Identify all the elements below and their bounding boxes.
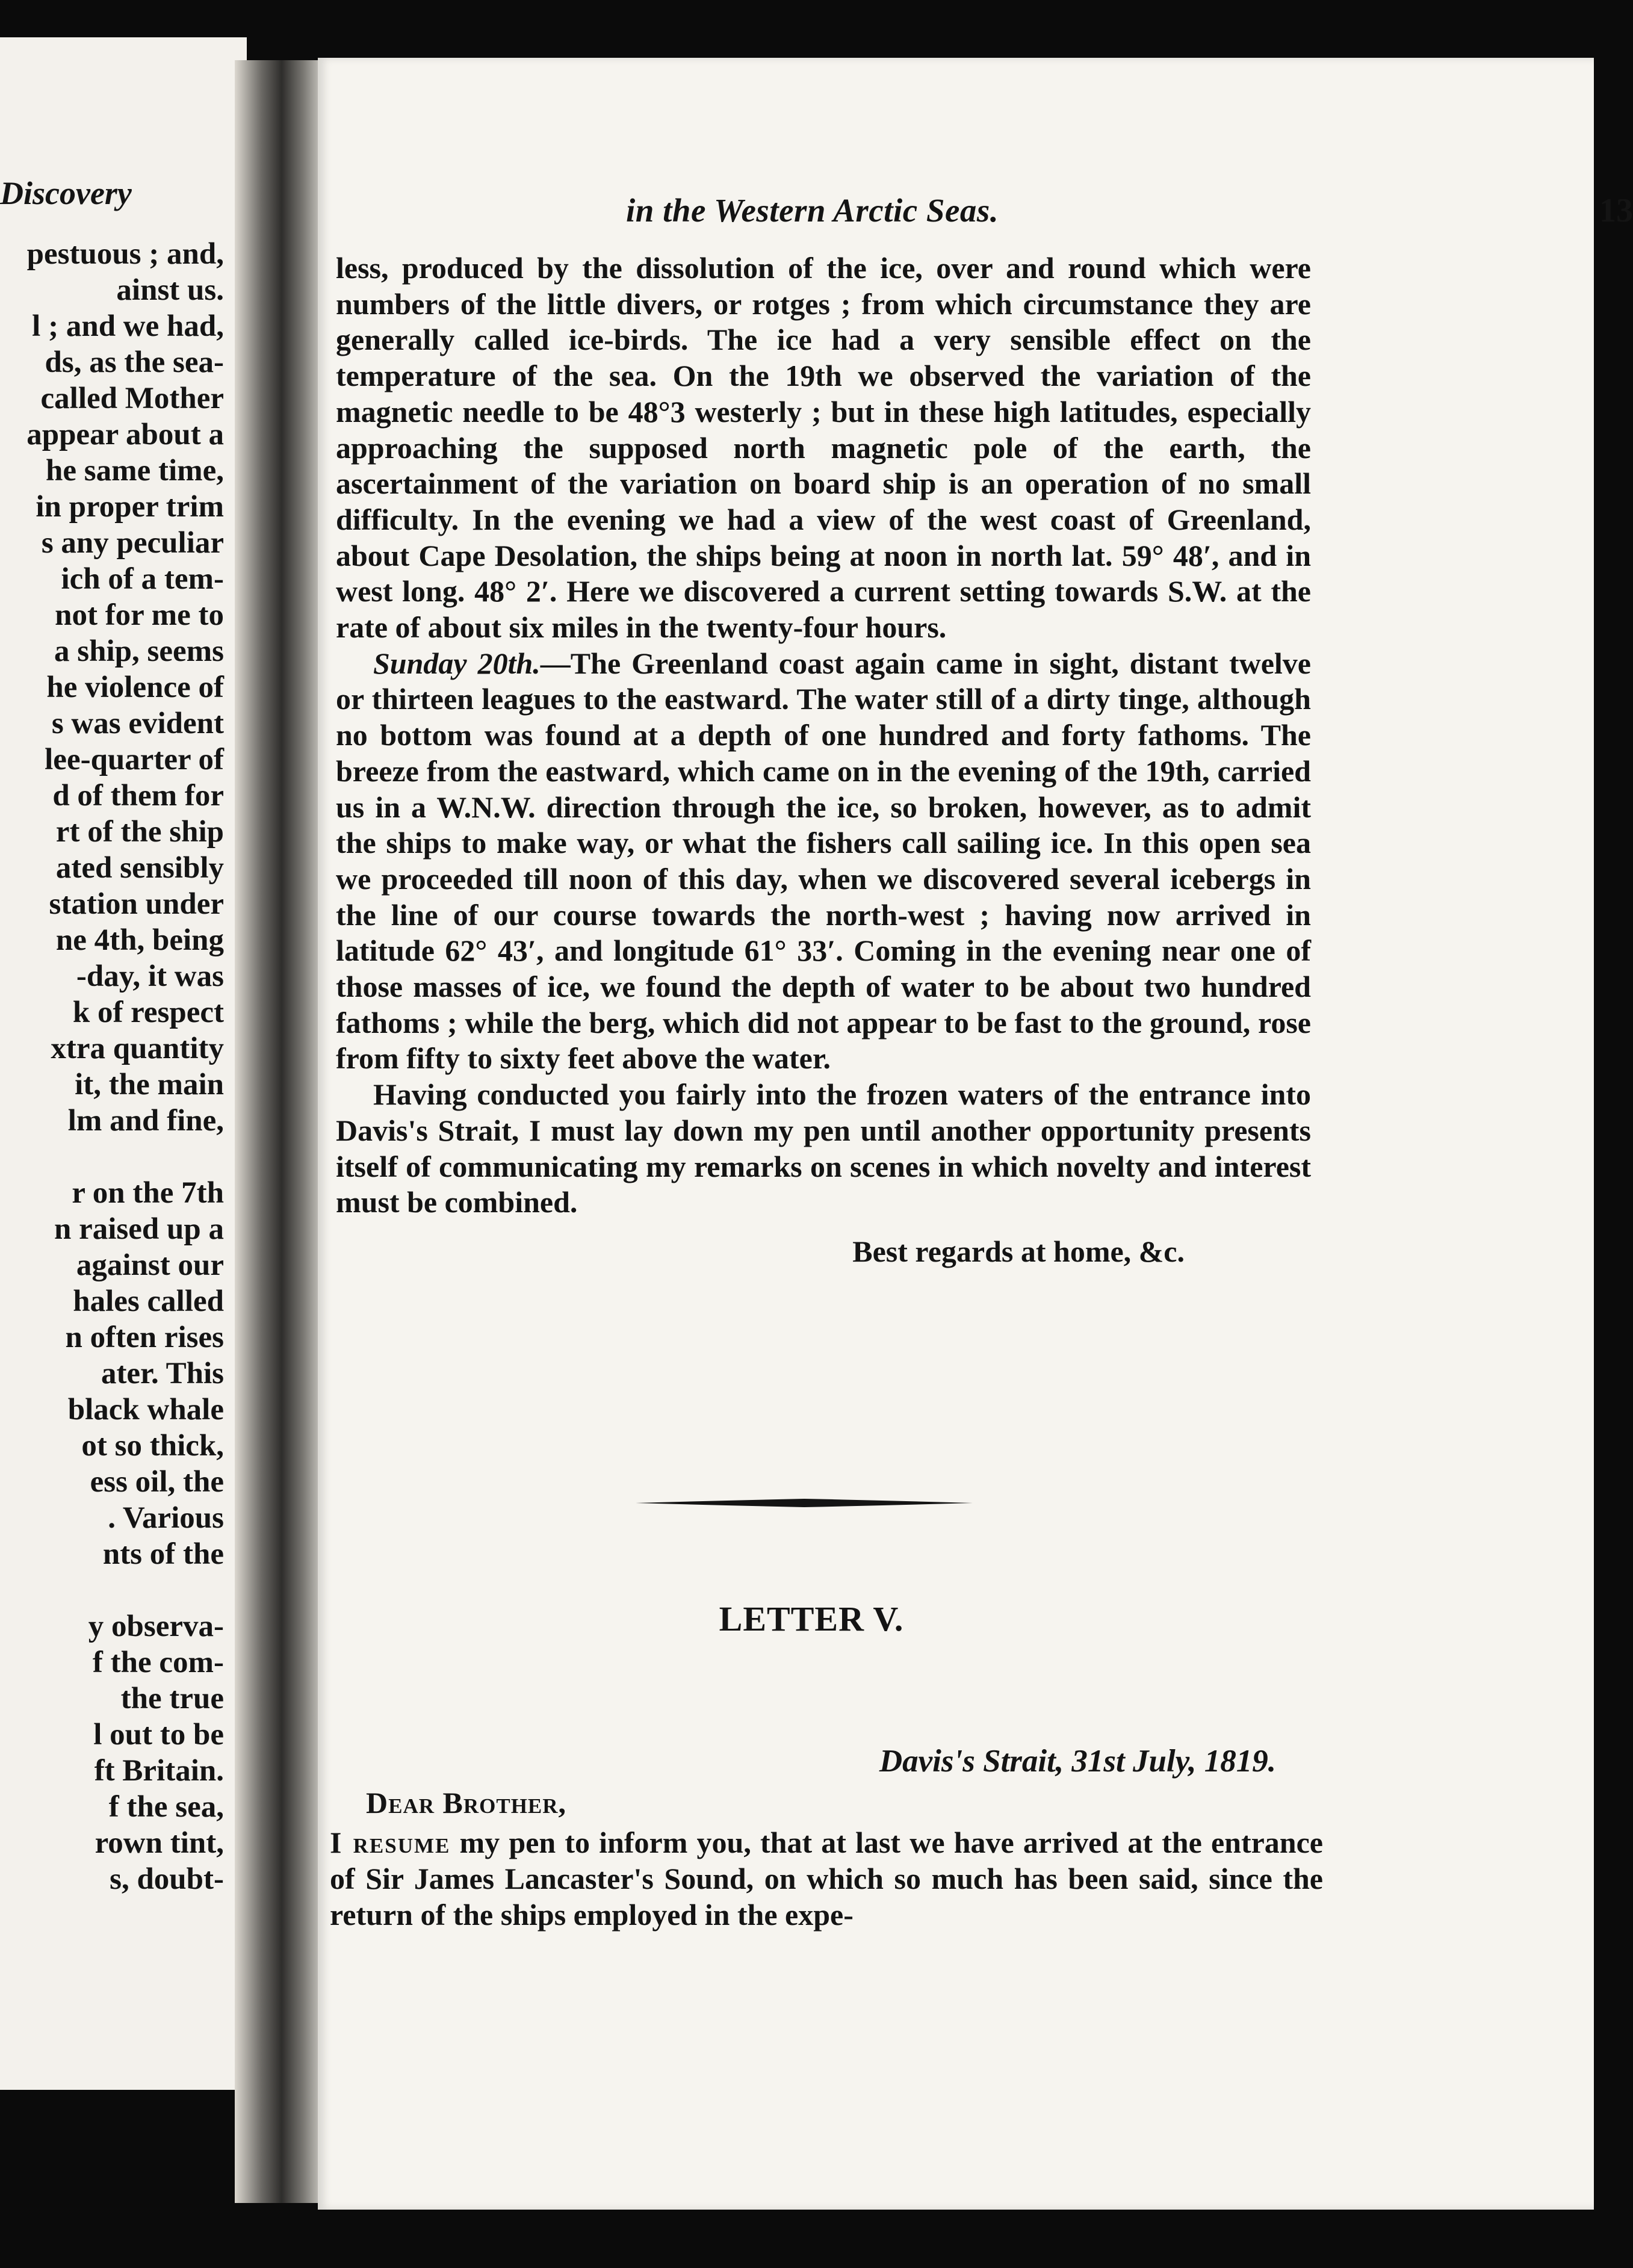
- left-page-line: station under: [49, 887, 224, 921]
- left-page-line: -day, it was: [76, 959, 224, 993]
- left-page-line: lee-quarter of: [45, 743, 224, 776]
- left-page-line: k of respect: [72, 996, 224, 1029]
- body-text: [336, 250, 1311, 1270]
- book-gutter: [235, 60, 325, 2203]
- running-title: in the Western Arctic Seas.: [626, 192, 999, 229]
- left-page-text: [26, 236, 224, 1897]
- left-page-line: rt of the ship: [55, 815, 224, 849]
- left-page-line: rown tint,: [95, 1826, 224, 1860]
- ornamental-rule: [636, 1498, 973, 1508]
- left-page-line: s was evident: [51, 707, 224, 740]
- left-page-line: [26, 1572, 224, 1608]
- left-page-line: the true: [120, 1682, 224, 1715]
- left-page-line: s, doubt-: [110, 1862, 224, 1896]
- left-page-line: he violence of: [46, 671, 224, 704]
- left-page-line: s any peculiar: [41, 526, 224, 560]
- left-page-line: lm and fine,: [67, 1104, 224, 1138]
- paragraph-continued: less, produced by the dissolution of the ice, over and round which were numbers of the little divers, or rotges ; from which circumstance they are generally called ice-birds. The ice had a very sensible effect on the temperature of the sea. On the 19th we observed the variation of the magnetic needle to be 48°3 westerly ; but in these high latitudes, especially approaching the supposed north magnetic pole of the earth, the ascertainment of the variation on board ship is an operation of no small difficulty. In the evening we had a view of the west coast of Greenland, about Cape Desolation, the ships being at noon in north lat. 59° 48′, and in west long. 48° 2′. Here we discovered a current setting towards S.W. at the rate of about six miles in the twenty-four hours.: [336, 251, 1311, 645]
- left-page-line: ds, as the sea-: [45, 345, 224, 379]
- left-page-line: y observa-: [88, 1610, 224, 1643]
- left-page-line: not for me to: [55, 598, 224, 632]
- running-head: [318, 191, 1633, 230]
- left-page-running-head: Discovery: [0, 175, 132, 211]
- left-page-line: n often rises: [65, 1321, 224, 1354]
- left-page-line: ne 4th, being: [55, 923, 224, 957]
- dateline: Davis's Strait, 31st July, 1819.: [879, 1744, 1276, 1779]
- sign-off: Best regards at home, &c.: [852, 1234, 1185, 1268]
- left-page-line: . Various: [108, 1501, 224, 1535]
- left-page-line: ot so thick,: [81, 1429, 224, 1463]
- left-page-line: nts of the: [102, 1537, 224, 1571]
- sunday-text: —The Greenland coast again came in sight, distant twelve or thirteen leagues to the eastward. The water still of a dirty tinge, although no bottom was found at a depth of one hundred and forty fathoms. The breeze from the eastward, which came on in the evening of the 19th, carried us in a W.N.W. direction through the ice, so broken, however, as to admit the ships to make way, or what the fishers call sailing ice. In this open sea we proceeded till noon of this day, when we discovered several icebergs in the line of our course towards the north-west ; having now arrived in latitude 62° 43′, and longitude 61° 33′. Coming in the evening near one of those masses of ice, we found the depth of water to be about two hundred fathoms ; while the berg, which did not appear to be fast to the ground, rose from fifty to sixty feet above the water.: [336, 646, 1311, 1076]
- left-page-line: against our: [76, 1248, 224, 1282]
- left-page-line: pestuous ; and,: [26, 237, 224, 271]
- left-page-line: black whale: [67, 1393, 224, 1427]
- left-page-line: in proper trim: [36, 490, 224, 524]
- salutation: Dear Brother,: [366, 1786, 567, 1820]
- left-page-line: l out to be: [93, 1718, 224, 1752]
- left-page: [0, 37, 247, 2090]
- left-page-line: ainst us.: [116, 273, 224, 307]
- left-page-line: appear about a: [26, 418, 224, 451]
- opening-paragraph: [330, 1824, 1323, 1933]
- left-page-line: f the com-: [92, 1646, 224, 1679]
- left-page-line: d of them for: [52, 779, 224, 813]
- paragraph-closing: Having conducted you fairly into the frozen waters of the entrance into Davis's Strait, I must lay down my pen until another opportunity presents itself of communicating my remarks on scenes in which novelty and interest must be combined.: [336, 1077, 1311, 1219]
- right-page: [318, 58, 1633, 2210]
- left-page-line: n raised up a: [54, 1212, 224, 1246]
- left-page-line: ess oil, the: [90, 1465, 224, 1499]
- left-page-line: xtra quantity: [51, 1032, 224, 1065]
- left-page-line: ich of a tem-: [61, 562, 224, 596]
- page-number: 13: [1599, 192, 1633, 229]
- opening-lead: I resume: [330, 1826, 451, 1859]
- left-page-line: [26, 1139, 224, 1175]
- left-page-line: ft Britain.: [94, 1754, 224, 1788]
- left-page-line: f the sea,: [108, 1790, 224, 1824]
- left-page-line: hales called: [73, 1284, 224, 1318]
- left-page-line: called Mother: [40, 382, 224, 415]
- left-page-line: he same time,: [46, 454, 224, 488]
- left-page-line: ated sensibly: [55, 851, 224, 885]
- left-page-line: r on the 7th: [72, 1176, 224, 1210]
- left-page-line: a ship, seems: [54, 634, 224, 668]
- left-page-line: it, the main: [75, 1068, 224, 1101]
- opening-text: my pen to inform you, that at last we have arrived at the entrance of Sir James Lancaster's Sound, on which so much has been said, since the return of the ships employed in the expe-: [330, 1826, 1324, 1932]
- sunday-label: Sunday 20th.: [373, 646, 541, 680]
- paragraph-sunday: [336, 646, 1311, 1077]
- left-page-line: l ; and we had,: [32, 309, 224, 343]
- left-page-line: ater. This: [101, 1357, 224, 1390]
- letter-heading: LETTER V.: [719, 1599, 904, 1638]
